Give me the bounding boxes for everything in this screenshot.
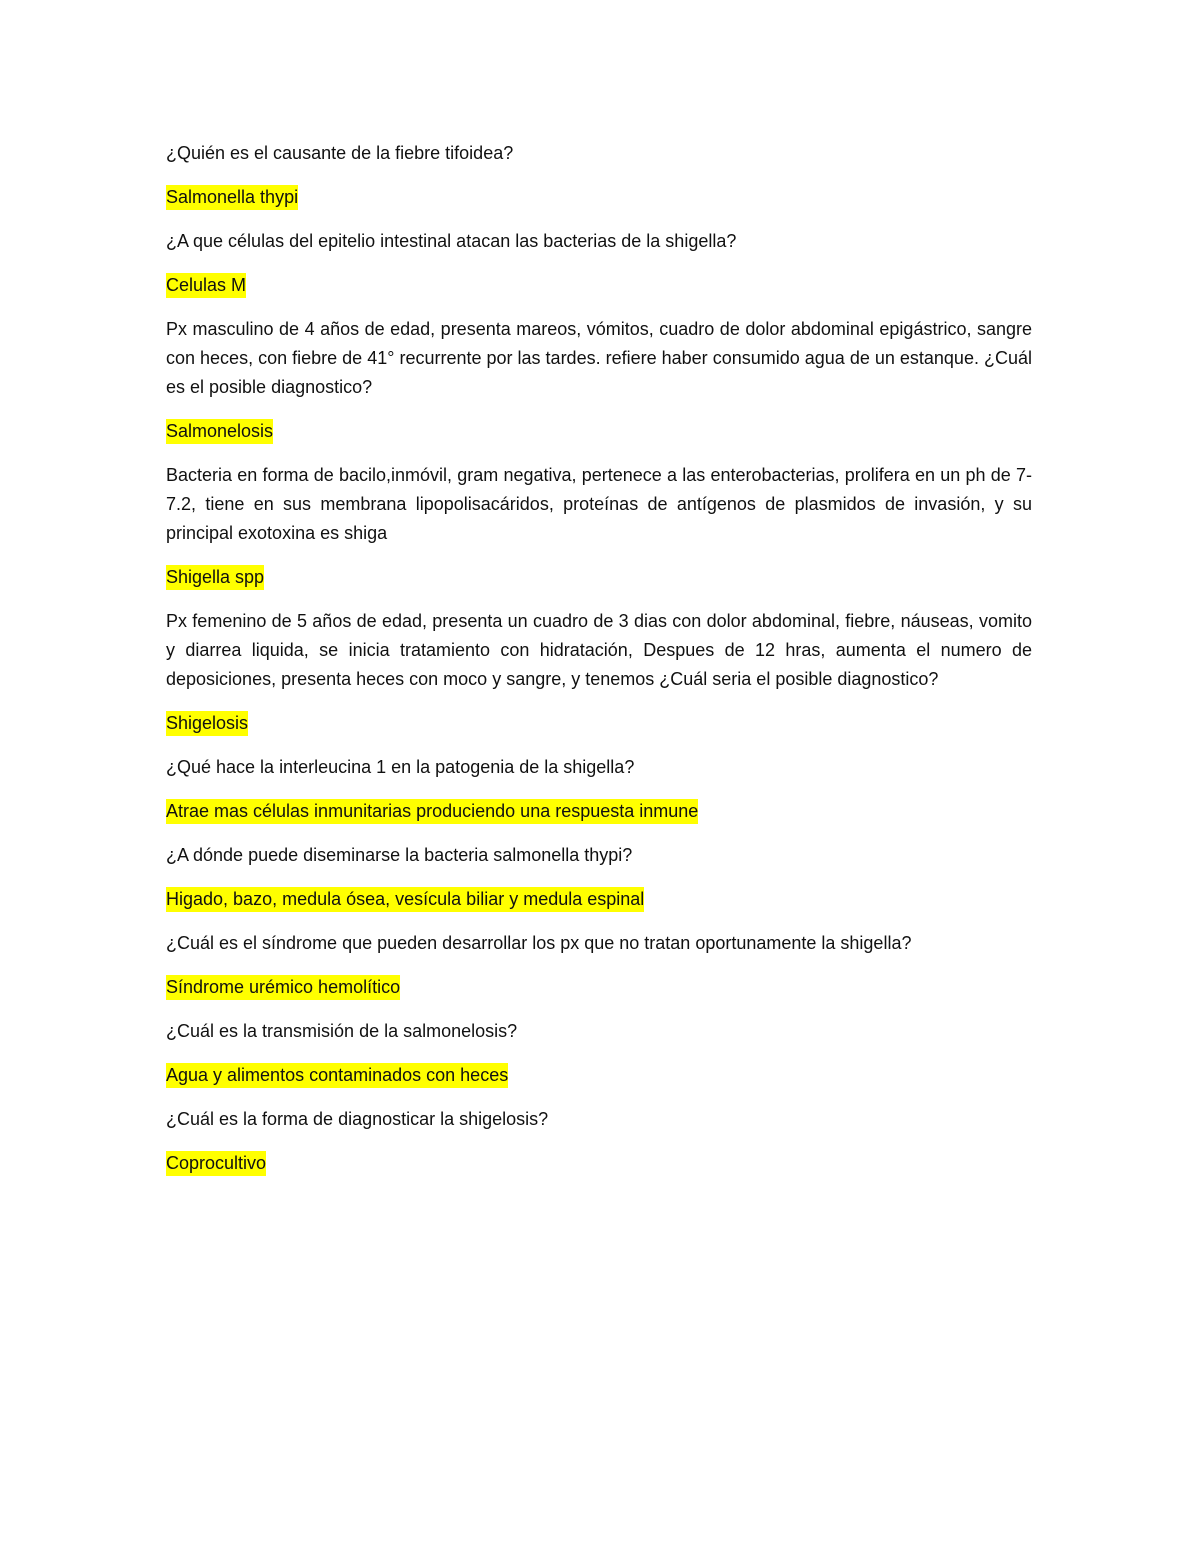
answer-9: Agua y alimentos contaminados con heces (166, 1063, 508, 1088)
answer-5-wrap (166, 709, 1032, 738)
answer-3: Salmonelosis (166, 419, 273, 444)
question-9: ¿Cuál es la transmisión de la salmonelosis? (166, 1021, 518, 1041)
answer-3-wrap (166, 417, 1032, 446)
answer-5: Shigelosis (166, 711, 248, 736)
question-4: Bacteria en forma de bacilo,inmóvil, gram negativa, pertenece a las enterobacterias, prolifera en un ph de 7-7.2, tiene en sus membrana lipopolisacáridos, proteínas de antígenos de plasmidos de invasión, y su principal exotoxina es shiga (166, 465, 1032, 543)
question-6: ¿Qué hace la interleucina 1 en la patogenia de la shigella? (166, 757, 635, 777)
answer-8: Síndrome urémico hemolítico (166, 975, 400, 1000)
answer-4-wrap (166, 563, 1032, 592)
question-3: Px masculino de 4 años de edad, presenta mareos, vómitos, cuadro de dolor abdominal epigástrico, sangre con heces, con fiebre de 41° recurrente por las tardes. refiere haber consumido agua de un estanque. ¿Cuál es el posible diagnostico? (166, 319, 1032, 397)
answer-6: Atrae mas células inmunitarias produciendo una respuesta inmune (166, 799, 698, 824)
question-1: ¿Quién es el causante de la fiebre tifoidea? (166, 143, 514, 163)
answer-1: Salmonella thypi (166, 185, 298, 210)
answer-2-wrap (166, 271, 1032, 300)
answer-6-wrap (166, 797, 1032, 826)
answer-10: Coprocultivo (166, 1151, 266, 1176)
question-2: ¿A que células del epitelio intestinal atacan las bacterias de la shigella? (166, 231, 737, 251)
question-8: ¿Cuál es el síndrome que pueden desarrollar los px que no tratan oportunamente la shigella? (166, 933, 912, 953)
answer-10-wrap (166, 1149, 1032, 1178)
answer-7: Higado, bazo, medula ósea, vesícula biliar y medula espinal (166, 887, 644, 912)
answer-4: Shigella spp (166, 565, 264, 590)
answer-1-wrap (166, 183, 1032, 212)
question-10: ¿Cuál es la forma de diagnosticar la shigelosis? (166, 1109, 549, 1129)
document-page (166, 139, 1032, 1193)
answer-8-wrap (166, 973, 1032, 1002)
answer-9-wrap (166, 1061, 1032, 1090)
question-5: Px femenino de 5 años de edad, presenta un cuadro de 3 dias con dolor abdominal, fiebre, náuseas, vomito y diarrea liquida, se inicia tratamiento con hidratación, Despues de 12 hras, aumenta el numero de deposiciones, presenta heces con moco y sangre, y tenemos ¿Cuál seria el posible diagnostico? (166, 611, 1032, 689)
question-7: ¿A dónde puede diseminarse la bacteria salmonella thypi? (166, 845, 633, 865)
answer-7-wrap (166, 885, 1032, 914)
answer-2: Celulas M (166, 273, 246, 298)
